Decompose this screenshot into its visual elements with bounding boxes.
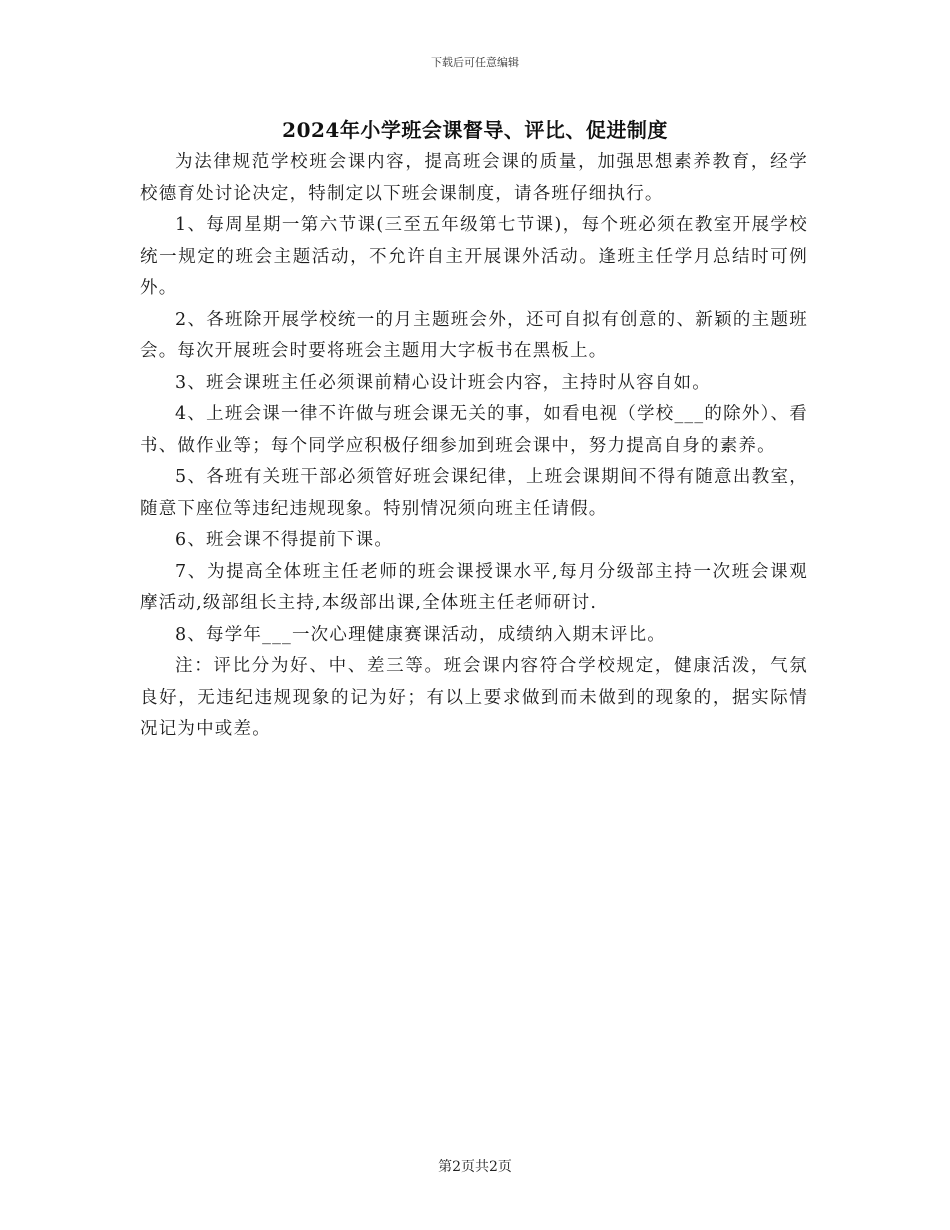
paragraph-rule-5: 5、各班有关班干部必须管好班会课纪律，上班会课期间不得有随意出教室，随意下座位等违纪违规现象。特别情况须向班主任请假。: [140, 467, 808, 519]
header-note: 下载后可任意编辑: [431, 56, 519, 69]
paragraph-rule-8: 8、每学年___一次心理健康赛课活动，成绩纳入期末评比。: [175, 624, 666, 645]
paragraph-rule-1: 1、每周星期一第六节课(三至五年级第七节课)，每个班必须在教室开展学校统一规定的班会主题活动，不允许自主开展课外活动。逢班主任学月总结时可例外。: [140, 215, 808, 298]
paragraph-rule-2: 2、各班除开展学校统一的月主题班会外，还可自拟有创意的、新颖的主题班会。每次开展班会时要将班会主题用大字板书在黑板上。: [140, 309, 808, 361]
page-number: 第2页共2页: [438, 1159, 512, 1175]
paragraph-rule-7: 7、为提高全体班主任老师的班会课授课水平,每月分级部主持一次班会课观摩活动,级部组长主持,本级部出课,全体班主任老师研讨.: [140, 561, 808, 613]
document-title: 2024年小学班会课督导、评比、促进制度: [282, 118, 668, 142]
paragraph-intro: 为法律规范学校班会课内容，提高班会课的质量，加强思想素养教育，经学校德育处讨论决定，特制定以下班会课制度，请各班仔细执行。: [140, 152, 808, 204]
paragraph-note: 注：评比分为好、中、差三等。班会课内容符合学校规定，健康活泼，气氛良好，无违纪违规现象的记为好；有以上要求做到而未做到的现象的，据实际情况记为中或差。: [140, 656, 808, 739]
paragraph-rule-6: 6、班会课不得提前下课。: [175, 530, 394, 550]
paragraph-rule-4: 4、上班会课一律不许做与班会课无关的事，如看电视（学校___的除外）、看书、做作业等；每个同学应积极仔细参加到班会课中，努力提高自身的素养。: [140, 404, 808, 456]
document-body: [140, 147, 808, 746]
paragraph-rule-3: 3、班会课班主任必须课前精心设计班会内容，主持时从容自如。: [175, 372, 711, 393]
